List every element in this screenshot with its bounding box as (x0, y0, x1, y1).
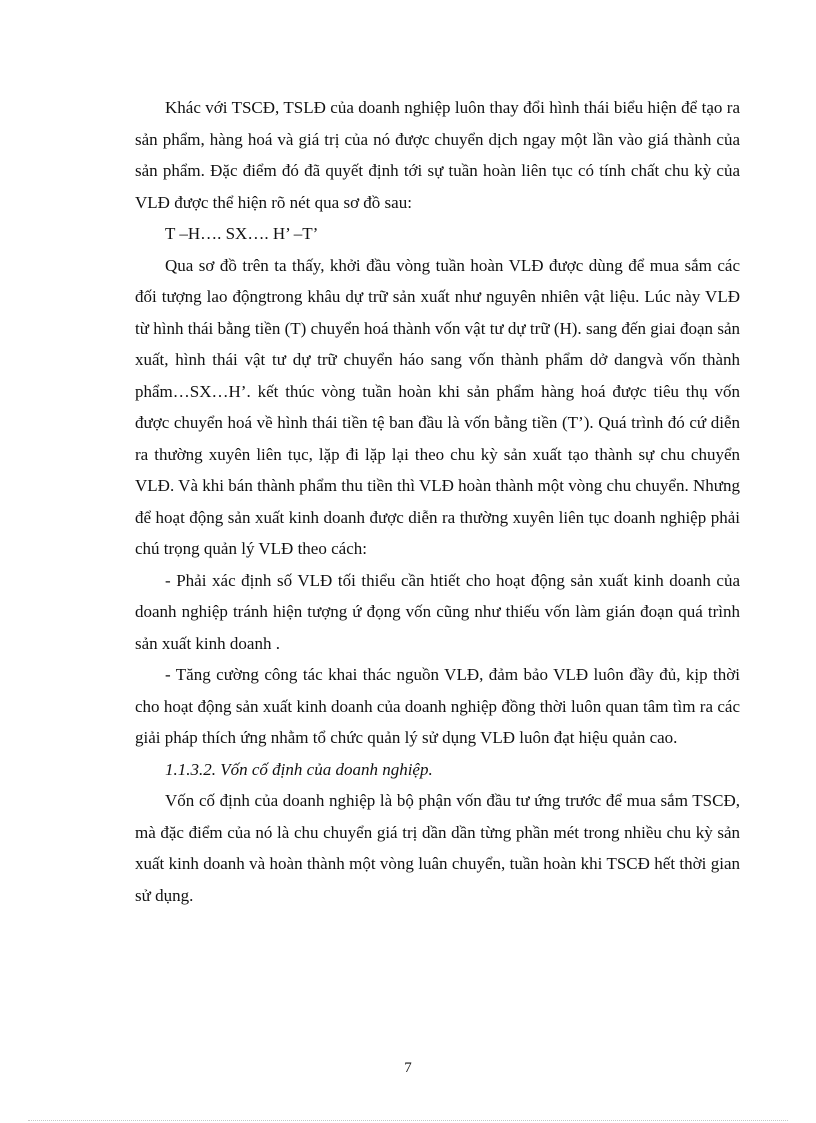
page-bottom-divider (28, 1120, 788, 1121)
section-heading-fixed-capital: 1.1.3.2. Vốn cố định của doanh nghiệp. (165, 759, 433, 779)
bullet-exploit-capital: - Tăng cường công tác khai thác nguồn VLĐ, đảm bảo VLĐ luôn đầy đủ, kịp thời cho hoạt động sản xuất kinh doanh của doanh nghiệp đồng thời luôn quan tâm tìm ra các giải pháp thích ứng nhằm tổ chức quản lý sử dụng VLĐ luôn đạt hiệu quản cao. (135, 665, 740, 747)
paragraph-circulation-explanation: Qua sơ đồ trên ta thấy, khởi đầu vòng tuần hoàn VLĐ được dùng để mua sắm các đối tượng lao độngtrong khâu dự trữ sản xuất như nguyên nhiên vật liệu. Lúc này VLĐ từ hình thái bằng tiền (T) chuyển hoá thành vốn vật tư dự trữ (H). sang đến giai đoạn sản xuất, hình thái vật tư dự trữ chuyển háo sang vốn thành phẩm dở dangvà vốn thành phẩm…SX…H’. kết thúc vòng tuần hoàn khi sản phẩm hàng hoá được tiêu thụ vốn được chuyển hoá về hình thái tiền tệ ban đầu là vốn bằng tiền (T’). Quá trình đó cứ diễn ra thường xuyên liên tục, lặp đi lặp lại theo chu kỳ sản xuất tạo thành sự chu chuyển VLĐ. Và khi bán thành phẩm thu tiền thì VLĐ hoàn thành một vòng chu chuyển. Nhưng để hoạt động sản xuất kinh doanh được diễn ra thường xuyên liên tục doanh nghiệp phải chú trọng quản lý VLĐ theo cách: (135, 255, 740, 558)
paragraph-fixed-capital: Vốn cố định của doanh nghiệp là bộ phận vốn đầu tư ứng trước để mua sắm TSCĐ, mà đặc điểm của nó là chu chuyển giá trị dần dần từng phần mét trong nhiều chu kỳ sản xuất kinh doanh và hoàn thành một vòng luân chuyển, tuần hoàn khi TSCĐ hết thời gian sử dụng. (135, 791, 740, 905)
bullet-minimum-capital: - Phải xác định số VLĐ tối thiểu cần htiết cho hoạt động sản xuất kinh doanh của doanh nghiệp tránh hiện tượng ứ đọng vốn cũng như thiếu vốn làm gián đoạn quá trình sản xuất kinh doanh . (135, 570, 740, 653)
page-number: 7 (404, 1060, 412, 1076)
body-text (135, 92, 740, 911)
paragraph-tsld-intro: Khác với TSCĐ, TSLĐ của doanh nghiệp luôn thay đổi hình thái biểu hiện để tạo ra sản phẩm, hàng hoá và giá trị của nó được chuyển dịch ngay một lần vào giá thành của sản phẩm. Đặc điểm đó đã quyết định tới sự tuần hoàn liên tục có tính chất chu kỳ của VLĐ được thể hiện rõ nét qua sơ đồ sau: (135, 98, 740, 212)
circulation-formula: T –H…. SX…. H’ –T’ (165, 224, 319, 243)
